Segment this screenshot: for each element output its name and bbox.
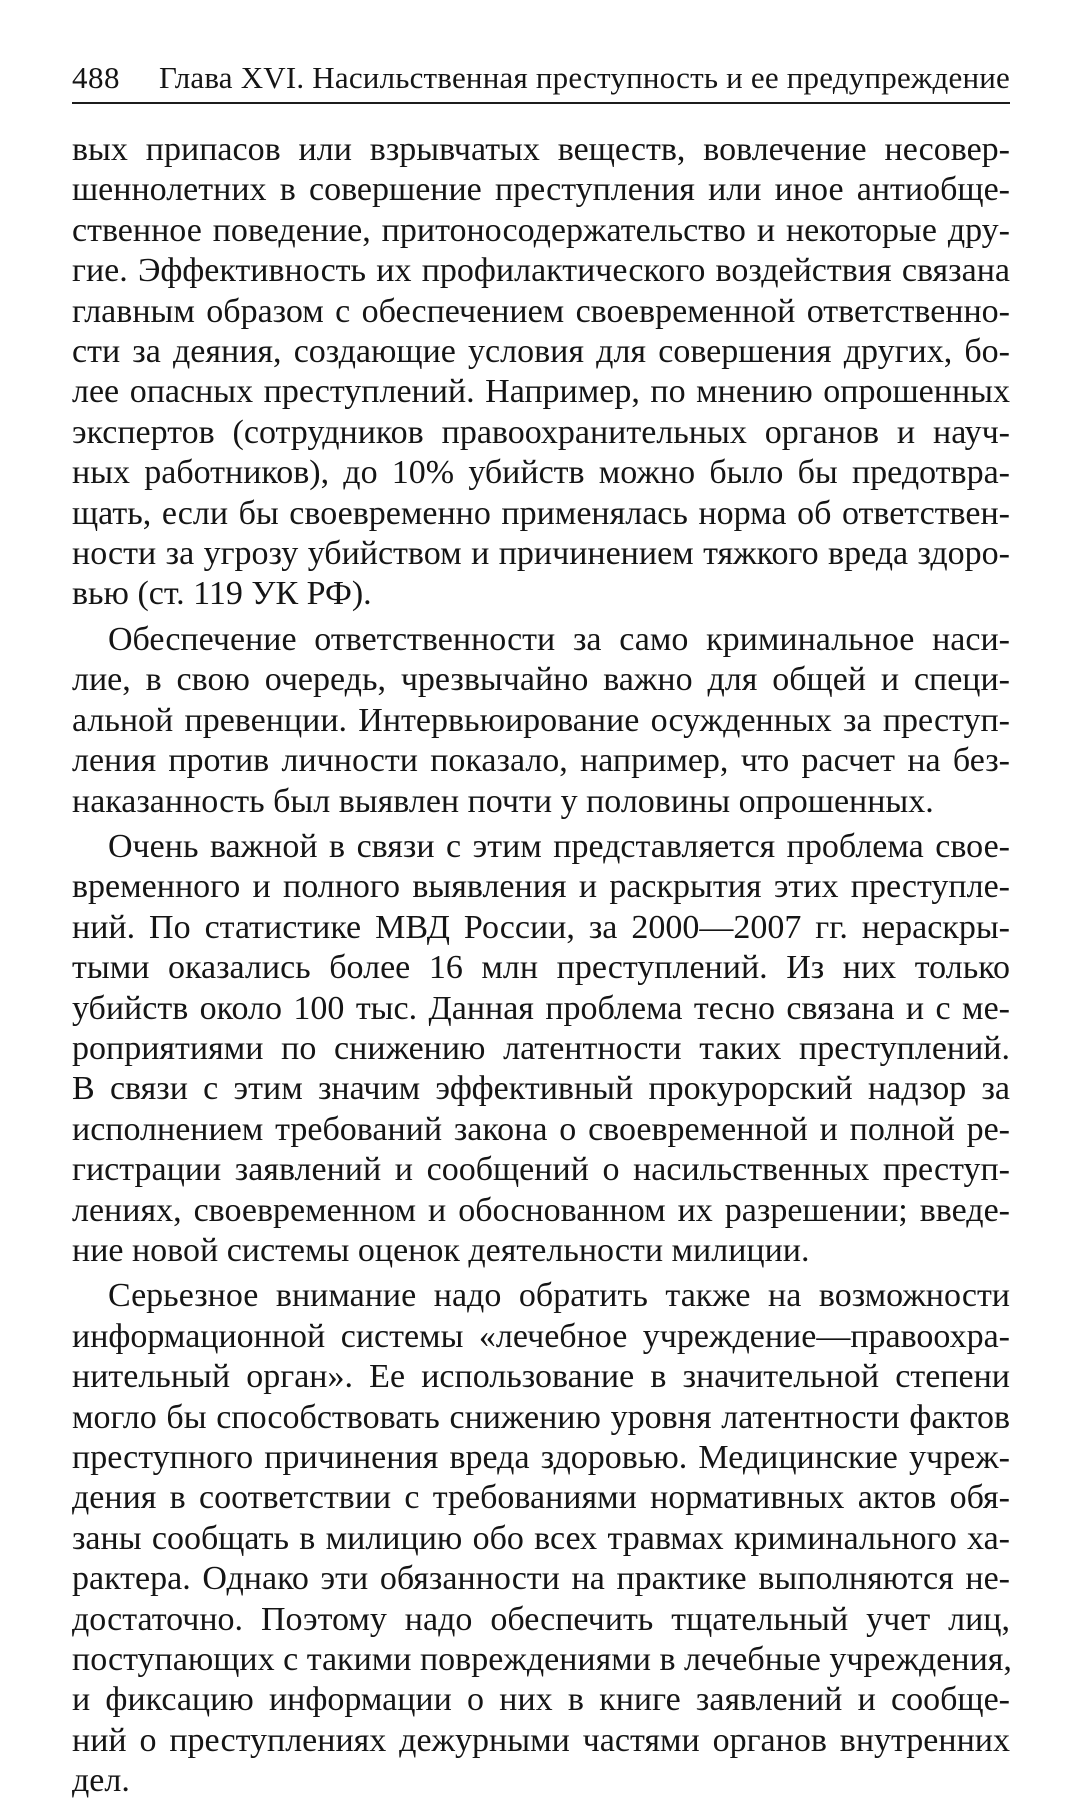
book-page	[72, 58, 1010, 1802]
text-line: ние новой системы оценок деятельности милиции.	[72, 1231, 810, 1269]
text-line: достаточно. Поэтому надо обеспечить тщательный учет лиц,	[72, 1600, 1010, 1638]
body-text	[72, 130, 1010, 1802]
text-line: нительный орган». Ее использование в значительной степени	[72, 1358, 1010, 1396]
text-line: В связи с этим значим эффективный прокурорский надзор за	[72, 1070, 1010, 1108]
text-line: главным образом с обеспечением своевременной ответственно-	[72, 292, 1010, 330]
paragraph	[72, 1276, 1010, 1801]
text-line: экспертов (сотрудников правоохранительных органов и науч-	[72, 413, 1010, 451]
text-line: рактера. Однако эти обязанности на практике выполняются не-	[72, 1560, 1010, 1598]
text-line: поступающих с такими повреждениями в лечебные учреждения,	[72, 1641, 1012, 1679]
running-header	[72, 58, 1010, 104]
text-line: роприятиями по снижению латентности таких преступлений.	[72, 1029, 1010, 1067]
text-line: ний о преступлениях дежурными частями органов внутренних	[72, 1721, 1010, 1759]
paragraph	[72, 827, 1010, 1271]
text-line: лениях, своевременном и обоснованном их разрешении; введе-	[72, 1191, 1010, 1229]
text-line: щать, если бы своевременно применялась норма об ответствен-	[72, 494, 1010, 532]
text-line: лие, в свою очередь, чрезвычайно важно для общей и специ-	[72, 661, 1010, 699]
text-line: тыми оказались более 16 млн преступлений. Из них только	[72, 949, 1010, 987]
text-line: исполнением требований закона о своевременной и полной ре-	[72, 1110, 1010, 1148]
paragraph	[72, 620, 1010, 822]
text-line: заны сообщать в милицию обо всех травмах криминального ха-	[72, 1519, 1010, 1557]
text-line: сти за деяния, создающие условия для совершения других, бо-	[72, 333, 1010, 371]
text-line: дения в соответствии с требованиями нормативных актов обя-	[72, 1479, 1010, 1517]
text-line: гие. Эффективность их профилактического воздействия связана	[72, 252, 1010, 290]
text-line: вых припасов или взрывчатых веществ, вовлечение несовер-	[72, 131, 1010, 168]
text-line: и фиксацию информации о них в книге заявлений и сообще-	[72, 1681, 1010, 1719]
text-line: ности за угрозу убийством и причинением тяжкого вреда здоро-	[72, 535, 1010, 573]
text-line: информационной системы «лечебное учреждение—правоохра-	[72, 1317, 1010, 1355]
text-line: наказанность был выявлен почти у половины опрошенных.	[72, 782, 934, 820]
text-line: лее опасных преступлений. Например, по мнению опрошенных	[72, 373, 1010, 411]
text-line: ных работников), до 10% убийств можно было бы предотвра-	[72, 454, 1010, 492]
page-number: 488	[72, 60, 120, 95]
text-line: Серьезное внимание надо обратить также на возможности	[108, 1277, 1010, 1315]
text-line: убийств около 100 тыс. Данная проблема тесно связана и с ме-	[72, 989, 1010, 1027]
text-line: преступного причинения вреда здоровью. Медицинские учреж-	[72, 1439, 1010, 1476]
text-line: шеннолетних в совершение преступления или иное антиобще-	[72, 171, 1010, 209]
text-line: ний. По статистике МВД России, за 2000—2007 гг. нераскры-	[72, 908, 1010, 946]
text-line: Обеспечение ответственности за само криминальное наси-	[108, 620, 1010, 658]
chapter-title: Глава XVI. Насильственная преступность и ее предупреждение	[158, 60, 1010, 95]
text-line: временного и полного выявления и раскрытия этих преступле-	[72, 868, 1010, 906]
text-line: Очень важной в связи с этим представляется проблема свое-	[108, 827, 1010, 865]
text-line: ления против личности показало, например, что расчет на без-	[72, 742, 1010, 780]
paragraph	[72, 130, 1010, 615]
text-line: гистрации заявлений и сообщений о насильственных преступ-	[72, 1151, 1010, 1189]
text-line: могло бы способствовать снижению уровня латентности фактов	[72, 1398, 1010, 1436]
text-line: вью (ст. 119 УК РФ).	[72, 575, 372, 613]
text-line: ственное поведение, притоносодержательство и некоторые дру-	[72, 211, 1010, 249]
text-line: дел.	[72, 1762, 130, 1800]
text-line: альной превенции. Интервьюирование осужденных за преступ-	[72, 701, 1010, 739]
